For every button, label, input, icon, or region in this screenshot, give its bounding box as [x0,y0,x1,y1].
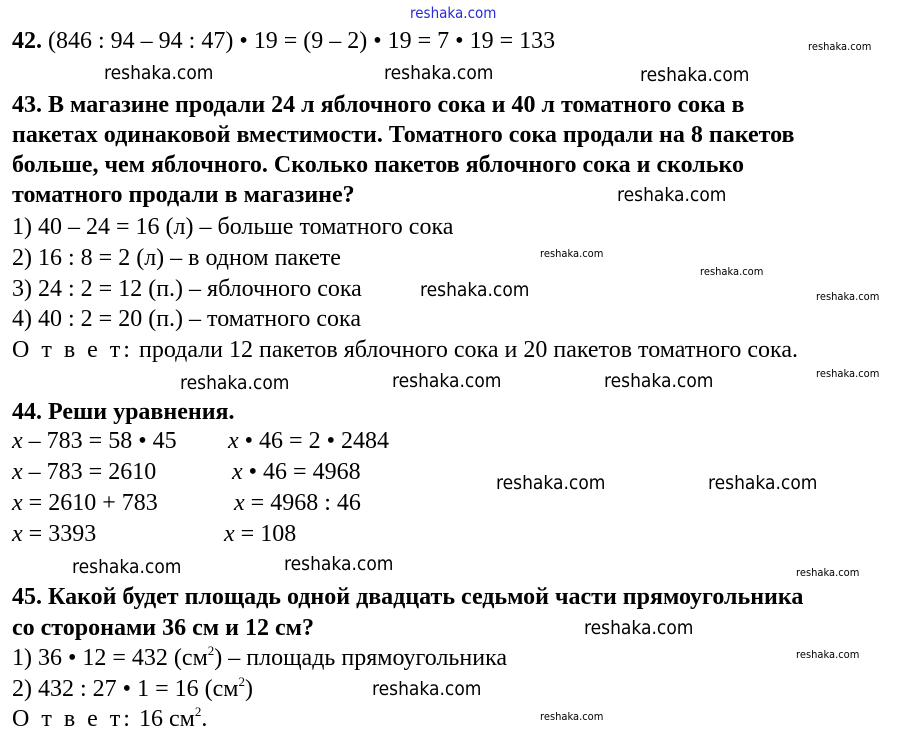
equation-right [228,427,389,455]
watermark: reshaka.com [540,710,604,723]
task-43-step: 4) 40 : 2 = 20 (п.) – томатного сока [12,306,361,332]
task-45-question-line: 45. Какой будет площадь одной двадцать седьмой части прямоугольника [12,584,804,610]
variable: x [232,459,243,485]
equation-right [232,458,361,486]
equation-text: = 108 [234,521,297,547]
variable: x [12,521,23,547]
answer-label: О т в е т: [12,706,133,732]
watermark: reshaka.com [392,370,502,392]
watermark: reshaka.com [496,472,606,494]
equation-left [12,489,158,517]
answer-text: . [201,706,208,732]
equation-right [224,520,296,548]
watermark: reshaka.com [700,265,764,278]
answer-label: О т в е т: [12,337,133,363]
equation-left [12,427,177,455]
watermark: reshaka.com [410,4,497,22]
watermark: reshaka.com [104,62,214,84]
task-45-question-line: со сторонами 36 см и 12 см? [12,615,314,641]
task-43-question-line: 43. В магазине продали 24 л яблочного сока и 40 л томатного сока в [12,92,745,118]
watermark: reshaka.com [72,556,182,578]
variable: x [234,490,245,516]
watermark: reshaka.com [816,290,880,303]
step-text: ) – площадь прямоугольника [214,645,508,671]
watermark: reshaka.com [540,247,604,260]
equation-text: = 3393 [22,521,97,547]
equation-text: = 2610 + 783 [22,490,158,516]
task-42-solution: (846 : 94 – 94 : 47) • 19 = (9 – 2) • 19 = 7 • 19 = 133 [42,28,556,54]
variable: x [12,459,23,485]
equation-text: • 46 = 2 • 2484 [238,428,389,454]
task-43-step: 3) 24 : 2 = 12 (п.) – яблочного сока [12,276,362,302]
task-43-answer [12,336,798,364]
watermark: reshaka.com [816,367,880,380]
variable: x [228,428,239,454]
equation-right [234,489,361,517]
variable: x [224,521,235,547]
equation-left [12,520,96,548]
task-45-step [12,644,507,672]
watermark: reshaka.com [584,617,694,639]
watermark: reshaka.com [604,370,714,392]
superscript: 2 [207,643,215,658]
step-text: ) [244,676,253,702]
answer-text: продали 12 пакетов яблочного сока и 20 пакетов томатного сока. [132,337,799,363]
watermark: reshaka.com [372,678,482,700]
watermark: reshaka.com [617,184,727,206]
variable: x [12,428,23,454]
task-44-question: 44. Реши уравнения. [12,399,235,425]
watermark: reshaka.com [796,648,860,661]
task-43-question-line: больше, чем яблочного. Сколько пакетов яблочного сока и сколько [12,152,744,178]
task-43-step: 2) 16 : 8 = 2 (л) – в одном пакете [12,245,341,271]
equation-left [12,458,156,486]
task-43-question-line: томатного продали в магазине? [12,182,355,208]
watermark: reshaka.com [420,279,530,301]
watermark: reshaka.com [640,64,750,86]
superscript: 2 [238,674,245,689]
watermark: reshaka.com [796,566,860,579]
answer-text: 16 см [132,706,195,732]
watermark: reshaka.com [384,62,494,84]
equation-text: • 46 = 4968 [242,459,361,485]
superscript: 2 [194,704,202,719]
task-number: 42. [12,28,42,54]
equation-text: – 783 = 2610 [22,459,157,485]
watermark: reshaka.com [180,372,290,394]
variable: x [12,490,23,516]
task-42 [12,27,555,55]
step-text: 1) 36 • 12 = 432 (см [12,645,208,671]
watermark: reshaka.com [708,472,818,494]
task-43-question-line: пакетах одинаковой вместимости. Томатного сока продали на 8 пакетов [12,122,795,148]
task-43-step: 1) 40 – 24 = 16 (л) – больше томатного сока [12,214,454,240]
watermark: reshaka.com [808,40,872,53]
watermark: reshaka.com [284,553,394,575]
step-text: 2) 432 : 27 • 1 = 16 (см [12,676,239,702]
equation-text: – 783 = 58 • 45 [22,428,177,454]
task-45-answer [12,705,207,733]
task-45-step [12,675,253,703]
equation-text: = 4968 : 46 [244,490,361,516]
